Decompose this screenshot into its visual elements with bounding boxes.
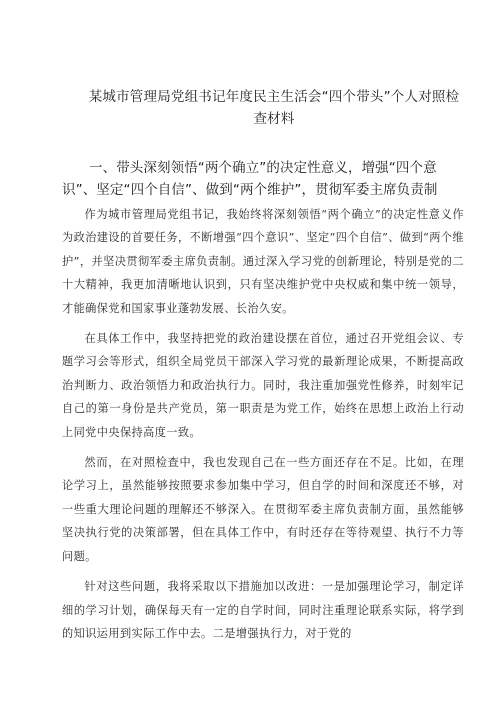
- document-title: 某城市管理局党组书记年度民主生活会“四个带头”个人对照检查材料: [88, 89, 460, 127]
- section-heading: 一、带头深刻领悟“两个确立”的决定性意义，增强“四个意识”、坚定“四个自信”、做到“两个维护”，贯彻军委主席负责制: [62, 160, 438, 198]
- document-body: [62, 203, 464, 652]
- body-paragraph: 然而，在对照检查中，我也发现自己在一些方面还存在不足。比如，在理论学习上，虽然能够按照要求参加集中学习，但自学的时间和深度还不够，对一些重大理论问题的理解还不够深入。在贯彻军委主席负责制方面，虽然能够坚决执行党的决策部署，但在具体工作中，有时还存在等待观望、执行不力等问题。: [62, 456, 464, 563]
- body-paragraph: 针对这些问题，我将采取以下措施加以改进：一是加强理论学习，制定详细的学习计划，确保每天有一定的自学时间，同时注重理论联系实际，将学到的知识运用到实际工作中去。二是增强执行力，对于党的: [62, 580, 464, 640]
- body-paragraph: 作为城市管理局党组书记，我始终将深刻领悟“两个确立”的决定性意义作为政治建设的首要任务，不断增强“四个意识”、坚定“四个自信”、做到“两个维护”，并坚决贯彻军委主席负责制。通过深入学习党的创新理论，特别是党的二十大精神，我更加清晰地认识到，只有坚决维护党中央权威和集中统一领导，才能确保党和国家事业蓬勃发展、长治久安。: [62, 208, 464, 315]
- body-paragraph: 在具体工作中，我坚持把党的政治建设摆在首位，通过召开党组会议、专题学习会等形式，组织全局党员干部深入学习党的最新理论成果，不断提高政治判断力、政治领悟力和政治执行力。同时，我注重加强党性修养，时刻牢记自己的第一身份是共产党员，第一职责是为党工作，始终在思想上政治上行动上同党中央保持高度一致。: [62, 332, 464, 439]
